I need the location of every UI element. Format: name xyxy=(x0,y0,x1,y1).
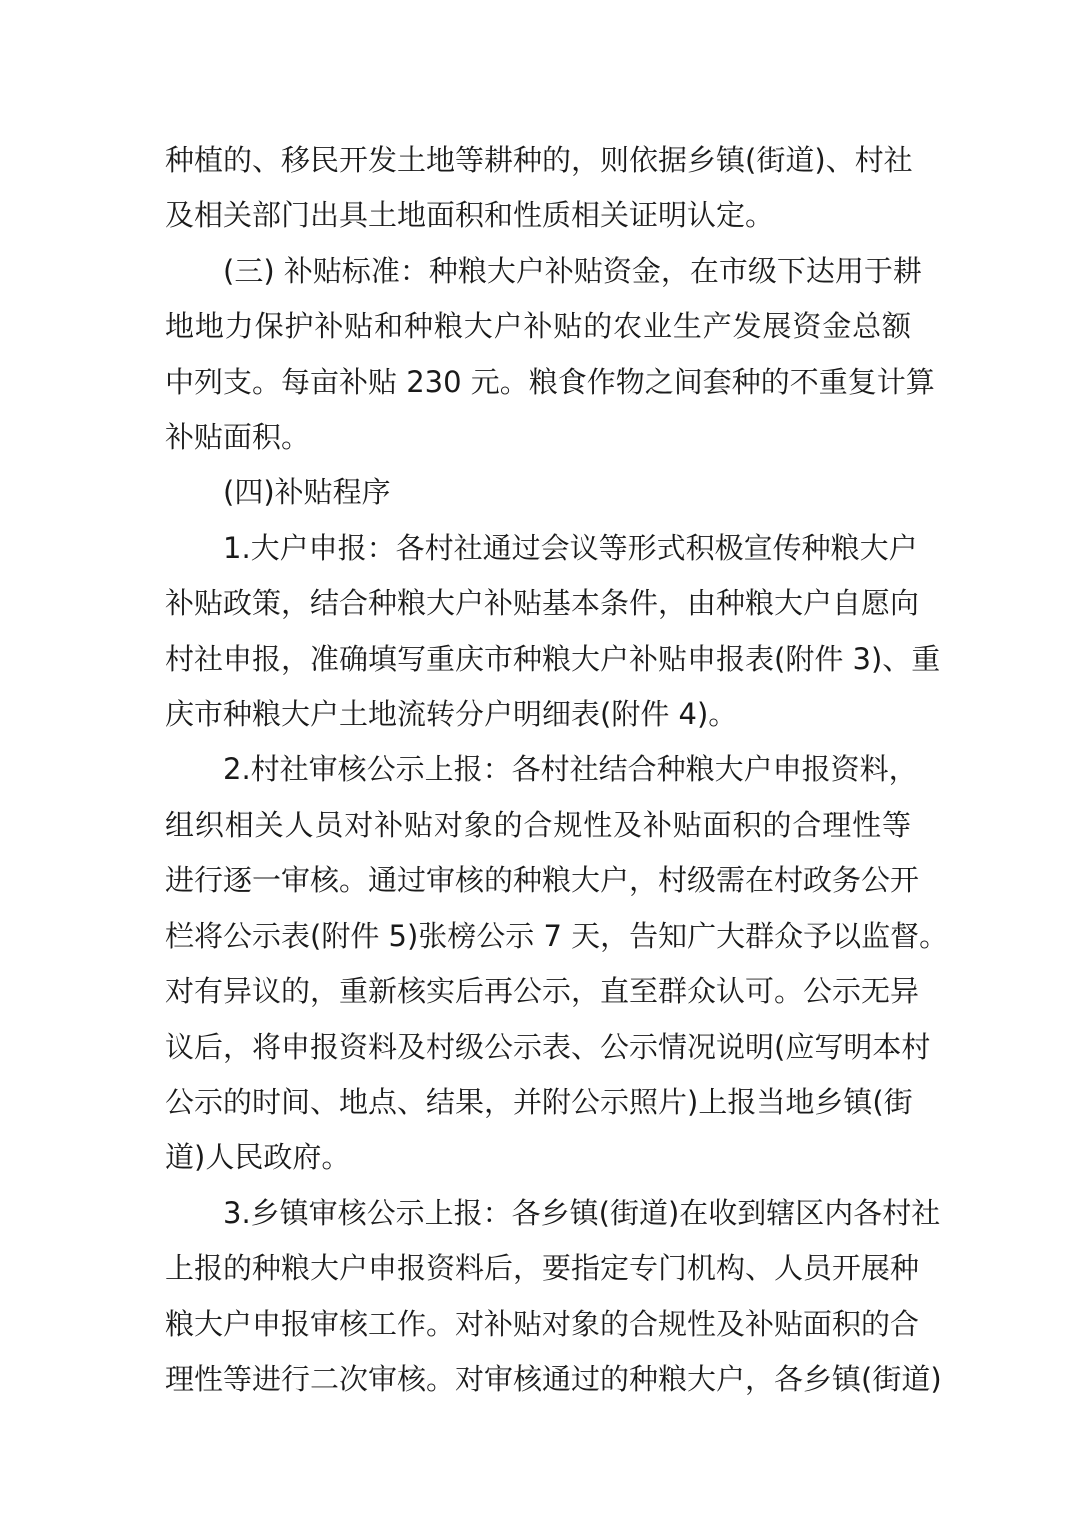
text-line: 及相关部门出具土地面积和性质相关证明认定。 xyxy=(165,198,775,233)
text-line: 上报的种粮大户申报资料后，要指定专门机构、人员开展种 xyxy=(165,1251,920,1286)
text-line: 补贴政策，结合种粮大户补贴基本条件，由种粮大户自愿向 xyxy=(165,586,920,621)
paragraph-township-review xyxy=(165,1186,942,1408)
text-line: 种植的、移民开发土地等耕种的，则依据乡镇(街道)、村社 xyxy=(165,143,913,177)
text-line: 庆市种粮大户土地流转分户明细表(附件 4)。 xyxy=(165,697,738,732)
text-line: 地地力保护补贴和种粮大户补贴的农业生产发展资金总额 xyxy=(165,309,911,344)
text-line: 进行逐一审核。通过审核的种粮大户，村级需在村政务公开 xyxy=(165,863,920,898)
text-line: 1.大户申报：各村社通过会议等形式积极宣传种粮大户 xyxy=(223,530,918,565)
text-line: 2.村社审核公示上报：各村社结合种粮大户申报资料， xyxy=(223,752,918,787)
section-heading-subsidy-procedure xyxy=(165,465,911,520)
section-heading: (四)补贴程序 xyxy=(223,475,391,510)
text-line: 组织相关人员对补贴对象的合规性及补贴面积的合理性等 xyxy=(165,807,911,842)
paragraph-land-certification xyxy=(165,133,911,244)
text-line: 公示的时间、地点、结果，并附公示照片)上报当地乡镇(街 xyxy=(165,1084,913,1119)
text-line: 栏将公示表(附件 5)张榜公示 7 天，告知广大群众予以监督。 xyxy=(165,918,949,953)
text-line: (三) 补贴标准：种粮大户补贴资金，在市级下达用于耕 xyxy=(223,253,922,288)
paragraph-village-review xyxy=(165,742,949,1185)
document-body xyxy=(165,133,949,1407)
paragraph-household-application xyxy=(165,521,941,743)
text-line: 议后，将申报资料及村级公示表、公示情况说明(应写明本村 xyxy=(165,1029,931,1064)
text-line: 中列支。每亩补贴 230 元。粮食作物之间套种的不重复计算 xyxy=(165,364,935,399)
text-line: 3.乡镇审核公示上报：各乡镇(街道)在收到辖区内各村社 xyxy=(223,1195,941,1230)
text-line: 粮大户申报审核工作。对补贴对象的合规性及补贴面积的合 xyxy=(165,1306,920,1341)
text-line: 村社申报，准确填写重庆市种粮大户补贴申报表(附件 3)、重 xyxy=(165,641,941,676)
text-line: 补贴面积。 xyxy=(165,420,311,455)
text-line: 对有异议的，重新核实后再公示，直至群众认可。公示无异 xyxy=(165,974,920,1009)
text-line: 理性等进行二次审核。对审核通过的种粮大户，各乡镇(街道) xyxy=(165,1361,942,1396)
text-line: 道)人民政府。 xyxy=(165,1140,351,1175)
paragraph-subsidy-standard xyxy=(165,244,935,466)
